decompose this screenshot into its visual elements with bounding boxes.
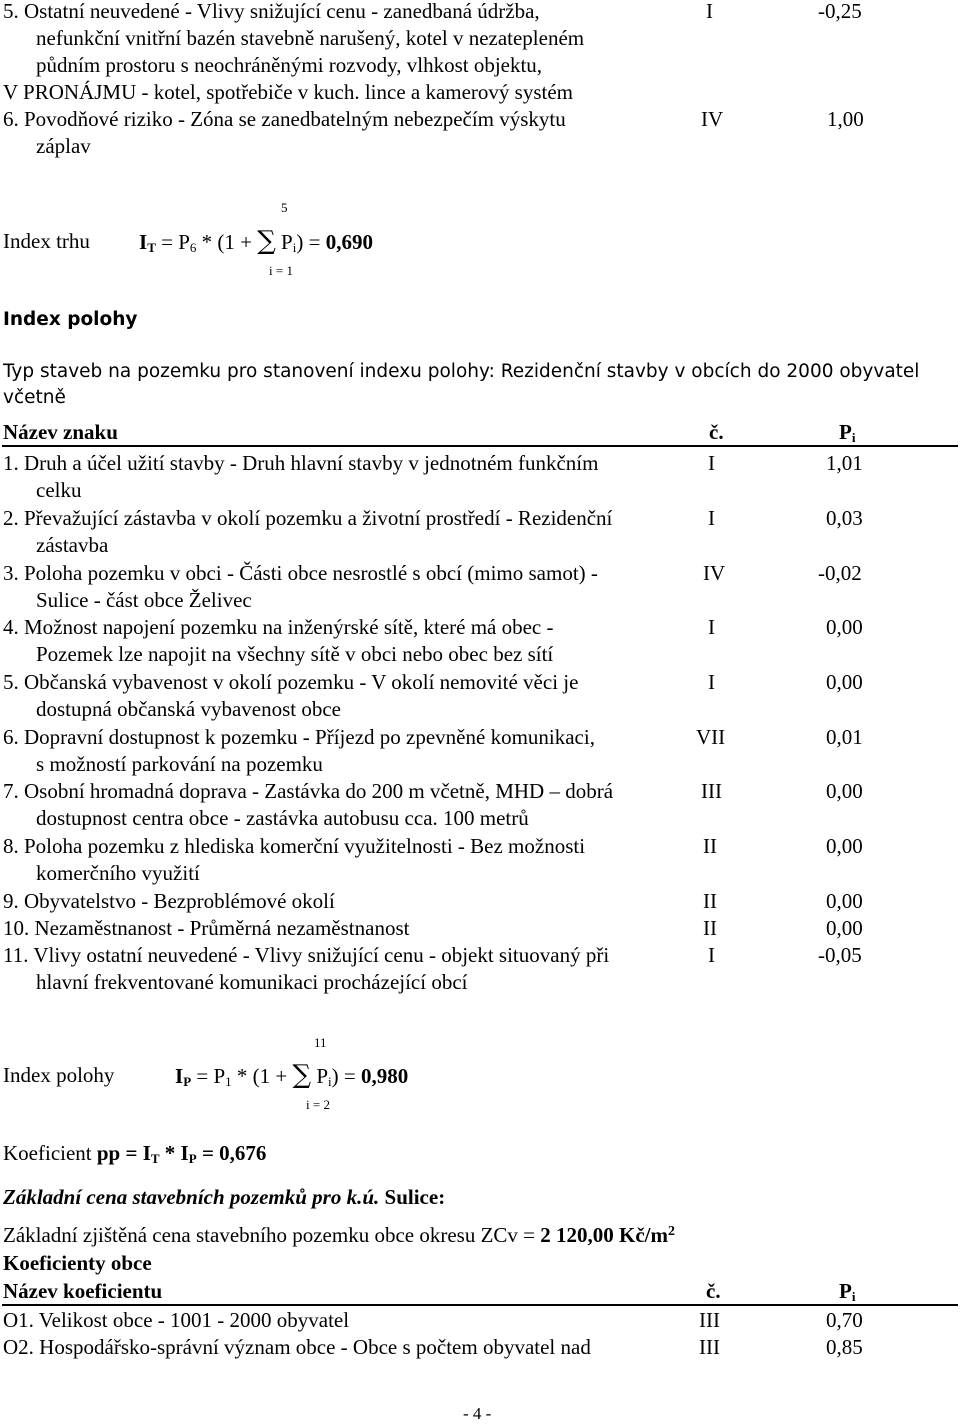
table1-row-7-line2: dostupnost centra obce - zastávka autobusu cca. 100 metrů — [36, 806, 529, 830]
top-row-6-line1: 6. Povodňové riziko - Zóna se zanedbatelným nebezpečím výskytu — [3, 107, 566, 131]
table1-row-11-value: -0,05 — [818, 943, 862, 967]
top-row-6-line2: záplav — [36, 134, 91, 158]
table1-header-code: č. — [709, 420, 724, 444]
formula-pol-sum-lower: i = 2 — [306, 1097, 330, 1112]
table1-row-3-code: IV — [703, 561, 726, 585]
formula-trh-sum-lower: i = 1 — [269, 263, 293, 278]
sum-symbol: ∑ — [257, 226, 276, 256]
table1-row-1-line1: 1. Druh a účel užití stavby - Druh hlavní stavby v jednotném funkčním — [3, 451, 599, 475]
table1-row-1-value: 1,01 — [826, 451, 863, 475]
table1-row-7-line1: 7. Osobní hromadná doprava - Zastávka do 200 m včetně, MHD – dobrá — [3, 779, 614, 803]
table1-row-5-line1: 5. Občanská vybavenost v okolí pozemku - V okolí nemovité věci je — [3, 670, 579, 694]
typ-staveb-line1: Typ staveb na pozemku pro stanovení indexu polohy: Rezidenční stavby v obcích do 2000 obyvatel — [3, 361, 920, 382]
table1-row-2-code: I — [708, 506, 715, 530]
zakladni-cena-title: Základní cena stavebních pozemků pro k.ú. Sulice: — [3, 1185, 446, 1209]
table1-row-6-value: 0,01 — [826, 725, 863, 749]
typ-staveb-line2: včetně — [3, 387, 66, 408]
table1-row-11-line1: 11. Vlivy ostatní neuvedené - Vlivy snižující cenu - objekt situovaný při — [3, 943, 610, 967]
top-row-5-line3: půdním prostoru s neochráněnými rozvody, vlhkost objektu, — [36, 53, 543, 77]
table2-header-value: $P_i$ — [839, 1279, 856, 1304]
table1-row-4-code: I — [708, 615, 715, 639]
top-row-6-code: IV — [701, 107, 724, 131]
formula-pol-sum-upper: 11 — [314, 1035, 327, 1050]
table1-header-value: $P_i$ — [839, 420, 856, 445]
table1-row-6-line1: 6. Dopravní dostupnost k pozemku - Příjezd po zpevněné komunikaci, — [3, 725, 595, 749]
formula-trh-expression: $I_T = P_6 * (1$ + ∑ $P_i) = 0,690$ — [139, 226, 373, 256]
zcv-line: Základní zjištěná cena stavebního pozemku obce okresu ZCv = 2 120,00 $Kč/m^2$ — [3, 1223, 675, 1247]
table1-row-1-code: I — [708, 451, 715, 475]
table1-row-1-line2: celku — [36, 478, 82, 502]
top-row-5-value: -0,25 — [818, 0, 862, 23]
table1-row-2-line1: 2. Převažující zástavba v okolí pozemku a životní prostředí - Rezidenční — [3, 506, 613, 530]
table1-row-9-line1: 9. Obyvatelstvo - Bezproblémové okolí — [3, 889, 335, 913]
top-row-5-code: I — [706, 0, 713, 23]
table1-row-2-value: 0,03 — [826, 506, 863, 530]
page-number: - 4 - — [463, 1404, 492, 1423]
formula-pol-label: Index polohy — [3, 1063, 115, 1087]
table2-row-2-code: III — [699, 1335, 720, 1359]
table1-row-7-value: 0,00 — [826, 779, 863, 803]
top-row-5-line1: 5. Ostatní neuvedené - Vlivy snižující cenu - zanedbaná údržba, — [3, 0, 540, 23]
table2-header-code: č. — [706, 1279, 721, 1303]
table1-row-7-code: III — [701, 779, 722, 803]
formula-trh-sum-upper: 5 — [281, 200, 288, 215]
top-row-6-value: 1,00 — [827, 107, 864, 131]
table2-header-name: Název koeficientu — [3, 1279, 163, 1303]
table1-row-6-code: VII — [696, 725, 726, 749]
table1-header-rule — [2, 445, 958, 447]
table1-row-5-code: I — [708, 670, 715, 694]
table2-row-2-name: O2. Hospodářsko-správní význam obce - Obce s počtem obyvatel nad — [3, 1335, 591, 1359]
table2-row-1-code: III — [699, 1308, 720, 1332]
table1-row-5-value: 0,00 — [826, 670, 863, 694]
table2-row-1-name: O1. Velikost obce - 1001 - 2000 obyvatel — [3, 1308, 350, 1332]
table1-row-4-line2: Pozemek lze napojit na všechny sítě v obci nebo obec bez sítí — [36, 642, 554, 666]
table1-row-4-line1: 4. Možnost napojení pozemku na inženýrské sítě, které má obec - — [3, 615, 554, 639]
table1-row-11-line2: hlavní frekventované komunikaci procházející obcí — [36, 970, 468, 994]
top-row-5-line4: V PRONÁJMU - kotel, spotřebiče v kuch. lince a kamerový systém — [3, 80, 574, 104]
table2-row-2-value: 0,85 — [826, 1335, 863, 1359]
top-row-5-line2: nefunkční vnitřní bazén stavebně narušený, kotel v nezatepleném — [36, 26, 585, 50]
table1-row-10-line1: 10. Nezaměstnanost - Průměrná nezaměstnanost — [3, 916, 410, 940]
table1-row-6-line2: s možností parkování na pozemku — [36, 752, 323, 776]
table1-row-5-line2: dostupná občanská vybavenost obce — [36, 697, 342, 721]
koeficienty-obce-heading: Koeficienty obce — [3, 1251, 152, 1275]
table1-row-8-value: 0,00 — [826, 834, 863, 858]
table1-row-3-line2: Sulice - část obce Želivec — [36, 588, 252, 612]
formula-trh-label: Index trhu — [3, 229, 90, 253]
table1-row-8-line1: 8. Poloha pozemku z hlediska komerční využitelnosti - Bez možnosti — [3, 834, 586, 858]
koeficient-pp: Koeficient pp = $I_T * I_P = 0,676$ — [3, 1141, 267, 1166]
table1-row-9-code: II — [703, 889, 717, 913]
table1-row-3-value: -0,02 — [818, 561, 862, 585]
table1-header-name: Název znaku — [3, 420, 118, 444]
table1-row-8-line2: komerčního využití — [36, 861, 200, 885]
table1-row-8-code: II — [703, 834, 717, 858]
table1-row-3-line1: 3. Poloha pozemku v obci - Části obce nesrostlé s obcí (mimo samot) - — [3, 561, 598, 585]
table2-header-rule — [2, 1304, 958, 1306]
table2-row-1-value: 0,70 — [826, 1308, 863, 1332]
index-polohy-heading: Index polohy — [3, 309, 138, 330]
table1-row-10-code: II — [703, 916, 717, 940]
table1-row-2-line2: zástavba — [36, 533, 109, 557]
table1-row-11-code: I — [708, 943, 715, 967]
table1-row-10-value: 0,00 — [826, 916, 863, 940]
formula-pol-expression: $I_P = P_1 * (1$ + ∑ $P_i) = 0,980$ — [175, 1060, 409, 1090]
sum-symbol: ∑ — [292, 1060, 312, 1090]
table1-row-9-value: 0,00 — [826, 889, 863, 913]
table1-row-4-value: 0,00 — [826, 615, 863, 639]
